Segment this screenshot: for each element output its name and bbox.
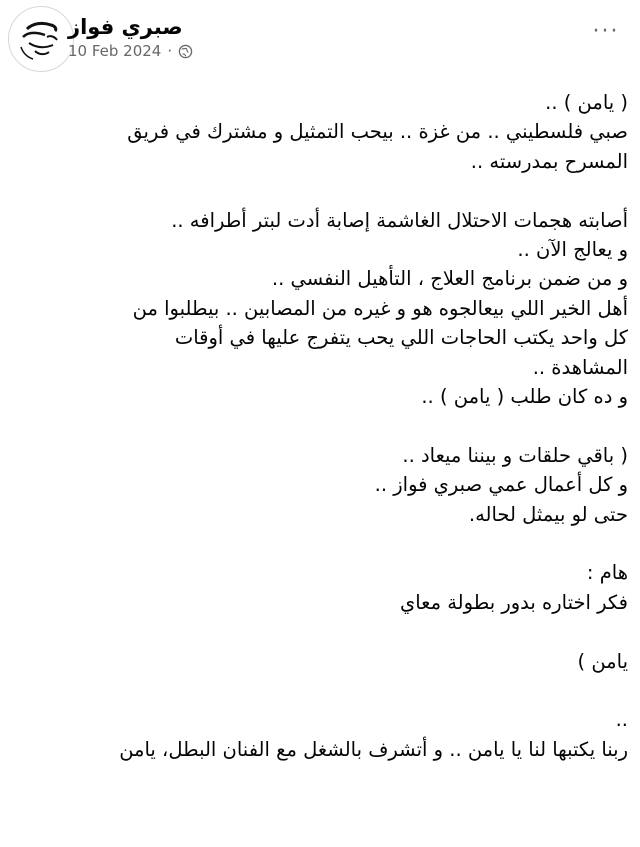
post-text-line: فكر اختاره بدور بطولة معاي: [399, 590, 628, 614]
avatar-sketch-icon: [9, 7, 73, 71]
post-text-line: أصابته هجمات الاحتلال الغاشمة إصابة أدت لبتر أطرافه ..: [171, 208, 628, 232]
post-text-line: هام :: [586, 561, 628, 585]
post-text-line: ربنا يكتبها لنا يا يامن .. و أتشرف بالشغل مع الفنان البطل، يامن: [119, 737, 628, 761]
avatar[interactable]: [8, 6, 74, 72]
post-meta: [68, 42, 188, 60]
post-text-line: [10, 176, 628, 205]
post-text-line: و من ضمن برنامج العلاج ، التأهيل النفسي ..: [271, 267, 628, 291]
post-text-line: [10, 411, 628, 440]
post-text-line: [10, 676, 628, 705]
post-text-line: ..: [615, 708, 628, 732]
post-text-line: [10, 529, 628, 558]
more-dots-icon: ···: [592, 19, 620, 44]
post-text-line: صبي فلسطيني .. من غزة .. بيحب التمثيل و مشترك في فريق: [127, 120, 628, 144]
post-text-line: يامن ): [577, 649, 628, 673]
more-options-button[interactable]: [586, 18, 626, 46]
post-text-line: حتى لو بيمثل لحاله.: [468, 502, 628, 526]
post-text-line: المسرح بمدرسته ..: [470, 149, 628, 173]
post-text-line: ( باقي حلقات و بيننا ميعاد ..: [402, 443, 628, 467]
author-block: [68, 14, 188, 60]
post-text-line: و كل أعمال عمي صبري فواز ..: [374, 473, 628, 497]
post-text-line: أهل الخير اللي بيعالجوه هو و غيره من المصابين .. بيطلبوا من: [132, 296, 628, 320]
post-text-line: و يعالج الآن ..: [517, 238, 628, 262]
post-text: [0, 88, 640, 764]
meta-separator: ·: [167, 42, 173, 60]
post-date[interactable]: 10 Feb 2024: [68, 42, 162, 60]
post-text-line: [10, 617, 628, 646]
globe-icon: [178, 44, 193, 59]
author-name[interactable]: صبري فواز: [68, 15, 183, 39]
post-header: [0, 0, 640, 88]
post-text-line: ( يامن ) ..: [545, 91, 628, 114]
post-text-line: كل واحد يكتب الحاجات اللي يحب يتفرج عليها في أوقات: [174, 326, 628, 350]
post-text-line: المشاهدة ..: [532, 355, 628, 379]
post-text-line: و ده كان طلب ( يامن ) ..: [421, 385, 628, 409]
